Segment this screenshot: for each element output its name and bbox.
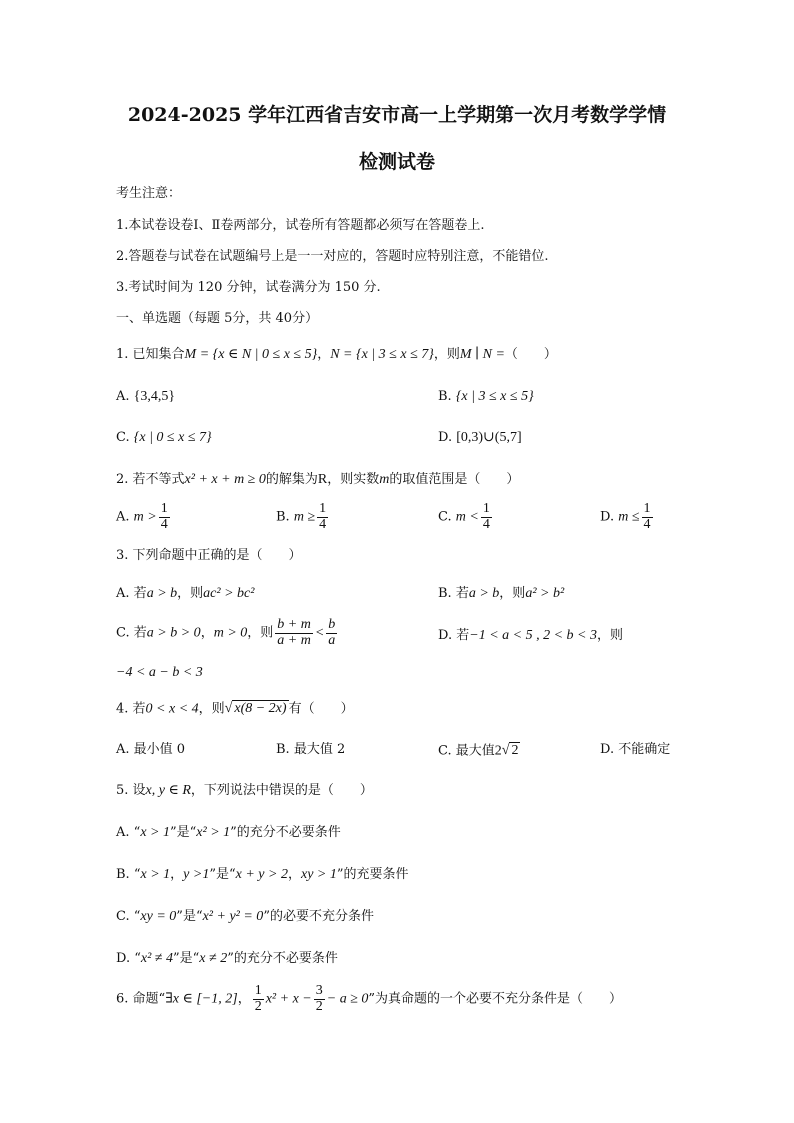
q1-blank: （ ） (504, 347, 557, 362)
q6-fraction-half: $\frac{1}{2}$ (254, 983, 262, 1014)
q2-fraction-a: $\frac{1}{4}$ (160, 501, 168, 532)
q3-option-b[interactable]: B. 若a > b，则a² > b² (438, 586, 565, 601)
exam-title-line2: 检测试卷 (358, 151, 435, 173)
q1-option-b-value: {x | 3 ≤ x ≤ 5} (455, 389, 534, 404)
q1-sep: ， (317, 347, 331, 362)
notice-heading: 考生注意： (116, 186, 182, 201)
question-6-stem: 6. 命题“∃x ∈ [−1, 2]， $\frac{1}{2}$ x² + x − $\frac{3}{2}$ − a ≥ 0”为真命题的一个必要不充分条件是（ ） (116, 983, 623, 1014)
q1-option-c[interactable]: C. {x | 0 ≤ x ≤ 7} (116, 430, 212, 445)
q2-inequality: x² + x + m ≥ 0 (184, 472, 266, 487)
section-heading-single-choice: 一、单选题（每题 5分，共 40分） (116, 311, 319, 326)
q3-option-c[interactable]: C. 若a > b > 0，m > 0，则 $\frac{b + m}{a + m}$ < $\frac{b}{a}$ (116, 617, 336, 648)
q1-option-d-value: [0,3)∪(5,7] (456, 430, 522, 445)
question-1-stem (116, 346, 557, 364)
q4-option-c[interactable]: C. 最大值2√ 2 (438, 743, 519, 759)
q5-option-a[interactable]: A. “x > 1”是“x² > 1”的充分不必要条件 (116, 825, 341, 840)
q3-fraction-left: $\frac{b + m}{a + m}$ (277, 617, 311, 648)
question-5-stem: 5. 设x, y ∈ R，下列说法中错误的是（ ） (116, 783, 373, 798)
q4-option-b[interactable]: B. 最大值 2 (276, 742, 346, 757)
q5-option-c[interactable]: C. “xy = 0”是“x² + y² = 0”的必要不充分条件 (116, 909, 374, 924)
q5-option-b[interactable]: B. “x > 1，y >1”是“x + y > 2，xy > 1”的充要条件 (116, 867, 409, 882)
q5-option-d[interactable]: D. “x² ≠ 4”是“x ≠ 2”的充分不必要条件 (116, 951, 338, 966)
question-3-stem: 3. 下列命题中正确的是（ ） (116, 548, 302, 563)
q2-fraction-d: $\frac{1}{4}$ (643, 501, 651, 532)
question-2-stem: 2. 若不等式x² + x + m ≥ 0的解集为R，则实数m的取值范围是（ ） (116, 472, 520, 487)
q2-fraction-b: $\frac{1}{4}$ (319, 501, 327, 532)
q1-set-n: N = {x | 3 ≤ x ≤ 7} (330, 347, 434, 362)
q6-fraction-three-halves: $\frac{3}{2}$ (315, 983, 323, 1014)
q3-option-d[interactable]: D. 若−1 < a < 5 , 2 < b < 3，则 (438, 628, 624, 643)
q2-option-b[interactable]: B. m ≥ $\frac{1}{4}$ (276, 501, 327, 532)
q4-option-a[interactable]: A. 最小值 0 (116, 742, 186, 757)
notice-item-1: 1.本试卷设卷Ⅰ、Ⅱ卷两部分，试卷所有答题都必须写在答题卷上. (116, 218, 485, 233)
q1-expression: M ∣ N = (459, 347, 505, 362)
q4-option-d[interactable]: D. 不能确定 (600, 742, 671, 757)
q4-sqrt-two: √ 2 (501, 743, 519, 758)
q1-option-d[interactable]: D. [0,3)∪(5,7] (438, 430, 522, 445)
q1-set-m: M = {x ∈ N | 0 ≤ x ≤ 5} (184, 347, 318, 362)
notice-item-2: 2.答题卷与试卷在试题编号上是一一对应的，答题时应特别注意，不能错位. (116, 249, 549, 264)
q1-option-b[interactable]: B. {x | 3 ≤ x ≤ 5} (438, 389, 534, 404)
q2-option-d[interactable]: D. m ≤ $\frac{1}{4}$ (600, 501, 651, 532)
question-4-stem: 4. 若0 < x < 4，则√ x(8 − 2x) 有（ ） (116, 701, 354, 717)
q1-option-a[interactable]: A. {3,4,5} (116, 389, 176, 404)
q2-real-set: R (317, 472, 328, 487)
q2-option-c[interactable]: C. m < $\frac{1}{4}$ (438, 501, 490, 532)
q3-option-a[interactable]: A. 若a > b，则ac² > bc² (116, 586, 255, 601)
q1-option-c-value: {x | 0 ≤ x ≤ 7} (133, 430, 212, 445)
q3-option-d-result: −4 < a − b < 3 (116, 665, 203, 680)
exam-title-line1: 2024-2025 学年江西省吉安市高一上学期第一次月考数学学情 (127, 104, 667, 126)
q2-option-a[interactable]: A. m > $\frac{1}{4}$ (116, 501, 168, 532)
q1-option-a-value: {3,4,5} (133, 389, 176, 404)
q1-ask: ，则 (433, 347, 460, 362)
q2-fraction-c: $\frac{1}{4}$ (482, 501, 490, 532)
q1-prefix: 1. 已知集合 (116, 347, 185, 362)
q3-fraction-right: $\frac{b}{a}$ (328, 617, 336, 648)
notice-item-3: 3.考试时间为 120 分钟，试卷满分为 150 分. (116, 280, 381, 295)
q4-sqrt-expression: √ x(8 − 2x) (224, 701, 287, 716)
